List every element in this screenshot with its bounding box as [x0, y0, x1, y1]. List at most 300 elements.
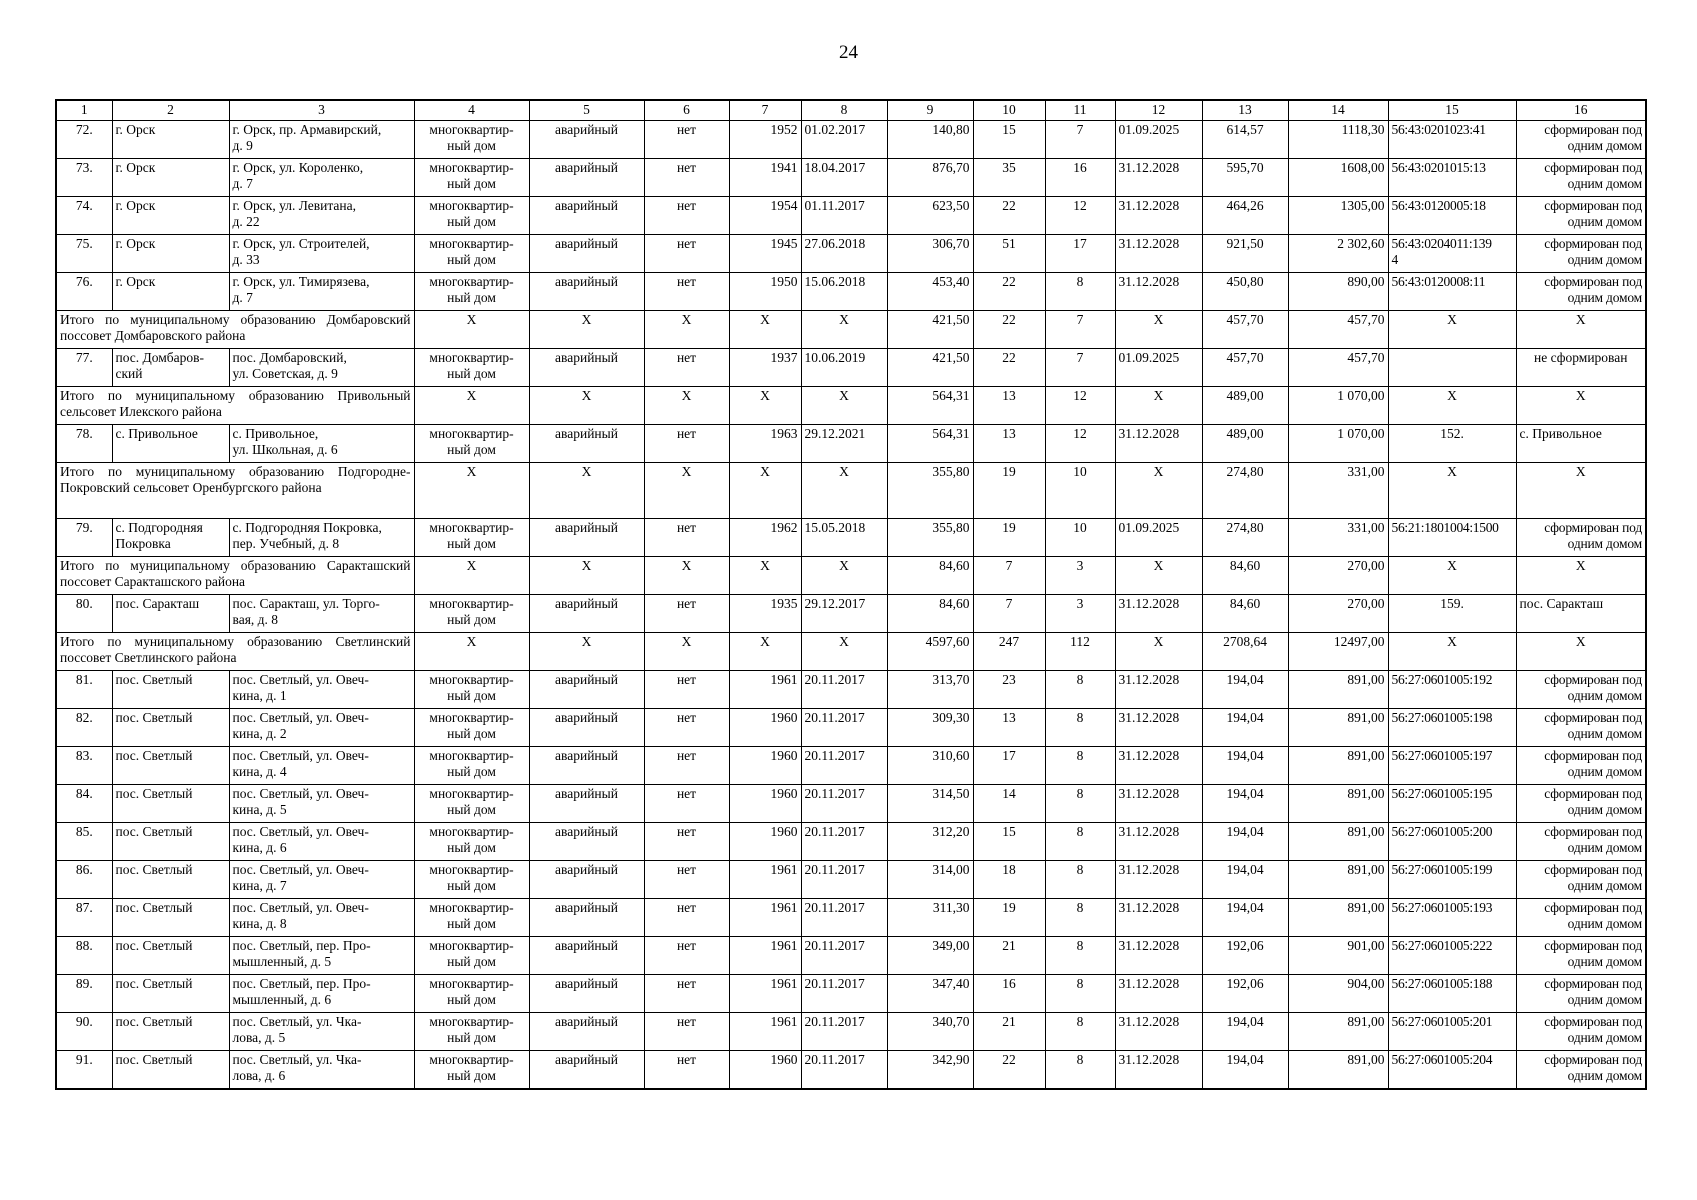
- cell-col-6: нет: [644, 823, 729, 861]
- subtotal-col-7: Х: [729, 387, 801, 425]
- cell-col-7: 1960: [729, 1051, 801, 1090]
- subtotal-col-14: 12497,00: [1288, 633, 1388, 671]
- cell-col-14: 1608,00: [1288, 159, 1388, 197]
- cell-col-10: 22: [973, 349, 1045, 387]
- cell-col-8: 10.06.2019: [801, 349, 887, 387]
- cell-col-6: нет: [644, 975, 729, 1013]
- subtotal-col-7: Х: [729, 463, 801, 519]
- table-row: [56, 519, 1646, 557]
- table-row: [56, 1051, 1646, 1090]
- cell-col-5: аварийный: [529, 1013, 644, 1051]
- cell-col-14: 1 070,00: [1288, 425, 1388, 463]
- subtotal-row: [56, 633, 1646, 671]
- cell-col-5: аварийный: [529, 349, 644, 387]
- subtotal-col-7: Х: [729, 633, 801, 671]
- cell-col-14: 901,00: [1288, 937, 1388, 975]
- cell-col-16: сформирован под одним домом: [1516, 1013, 1646, 1051]
- subtotal-col-10: 22: [973, 311, 1045, 349]
- table-row: [56, 1013, 1646, 1051]
- cell-col-4: многоквартир- ный дом: [414, 235, 529, 273]
- cell-col-8: 20.11.2017: [801, 1013, 887, 1051]
- subtotal-col-6: Х: [644, 387, 729, 425]
- cell-col-4: многоквартир- ный дом: [414, 709, 529, 747]
- cell-col-12: 01.09.2025: [1115, 349, 1202, 387]
- cell-col-2: г. Орск: [112, 273, 229, 311]
- cell-col-7: 1963: [729, 425, 801, 463]
- cell-col-15: 56:27:0601005:199: [1388, 861, 1516, 899]
- cell-col-2: пос. Саракташ: [112, 595, 229, 633]
- subtotal-col-10: 19: [973, 463, 1045, 519]
- subtotal-col-9: 4597,60: [887, 633, 973, 671]
- cell-col-5: аварийный: [529, 595, 644, 633]
- cell-col-7: 1960: [729, 747, 801, 785]
- subtotal-col-4: Х: [414, 633, 529, 671]
- cell-col-10: 17: [973, 747, 1045, 785]
- cell-col-9: 310,60: [887, 747, 973, 785]
- cell-col-1: 83.: [56, 747, 112, 785]
- subtotal-col-11: 10: [1045, 463, 1115, 519]
- subtotal-col-5: Х: [529, 633, 644, 671]
- cell-col-3: г. Орск, ул. Левитана, д. 22: [229, 197, 414, 235]
- cell-col-1: 73.: [56, 159, 112, 197]
- cell-col-1: 88.: [56, 937, 112, 975]
- cell-col-13: 614,57: [1202, 121, 1288, 159]
- cell-col-13: 595,70: [1202, 159, 1288, 197]
- subtotal-col-12: Х: [1115, 557, 1202, 595]
- cell-col-9: 421,50: [887, 349, 973, 387]
- cell-col-12: 31.12.2028: [1115, 709, 1202, 747]
- subtotal-col-12: Х: [1115, 387, 1202, 425]
- subtotal-col-12: Х: [1115, 311, 1202, 349]
- column-number-15: 15: [1388, 100, 1516, 121]
- cell-col-13: 194,04: [1202, 899, 1288, 937]
- cell-col-8: 20.11.2017: [801, 785, 887, 823]
- subtotal-col-6: Х: [644, 557, 729, 595]
- cell-col-4: многоквартир- ный дом: [414, 519, 529, 557]
- cell-col-11: 8: [1045, 747, 1115, 785]
- subtotal-col-9: 355,80: [887, 463, 973, 519]
- cell-col-15: [1388, 349, 1516, 387]
- cell-col-2: пос. Светлый: [112, 709, 229, 747]
- cell-col-9: 342,90: [887, 1051, 973, 1090]
- cell-col-14: 891,00: [1288, 899, 1388, 937]
- cell-col-3: пос. Домбаровский, ул. Советская, д. 9: [229, 349, 414, 387]
- housing-registry-table: [55, 99, 1647, 1090]
- cell-col-5: аварийный: [529, 425, 644, 463]
- cell-col-12: 01.09.2025: [1115, 519, 1202, 557]
- cell-col-5: аварийный: [529, 823, 644, 861]
- cell-col-4: многоквартир- ный дом: [414, 197, 529, 235]
- cell-col-8: 29.12.2021: [801, 425, 887, 463]
- cell-col-11: 7: [1045, 121, 1115, 159]
- subtotal-row: [56, 463, 1646, 519]
- cell-col-14: 891,00: [1288, 823, 1388, 861]
- cell-col-4: многоквартир- ный дом: [414, 861, 529, 899]
- cell-col-8: 20.11.2017: [801, 671, 887, 709]
- cell-col-4: многоквартир- ный дом: [414, 937, 529, 975]
- cell-col-8: 01.11.2017: [801, 197, 887, 235]
- cell-col-5: аварийный: [529, 121, 644, 159]
- cell-col-15: 56:27:0601005:204: [1388, 1051, 1516, 1090]
- cell-col-4: многоквартир- ный дом: [414, 1013, 529, 1051]
- cell-col-8: 20.11.2017: [801, 861, 887, 899]
- cell-col-10: 13: [973, 709, 1045, 747]
- cell-col-3: г. Орск, ул. Короленко, д. 7: [229, 159, 414, 197]
- table-row: [56, 975, 1646, 1013]
- cell-col-5: аварийный: [529, 709, 644, 747]
- column-number-1: 1: [56, 100, 112, 121]
- cell-col-11: 8: [1045, 899, 1115, 937]
- cell-col-9: 453,40: [887, 273, 973, 311]
- subtotal-col-5: Х: [529, 557, 644, 595]
- cell-col-16: сформирован под одним домом: [1516, 519, 1646, 557]
- cell-col-1: 80.: [56, 595, 112, 633]
- cell-col-10: 22: [973, 273, 1045, 311]
- cell-col-5: аварийный: [529, 861, 644, 899]
- cell-col-7: 1962: [729, 519, 801, 557]
- cell-col-9: 312,20: [887, 823, 973, 861]
- cell-col-3: пос. Светлый, ул. Овеч- кина, д. 4: [229, 747, 414, 785]
- cell-col-2: с. Подгородняя Покровка: [112, 519, 229, 557]
- subtotal-col-4: Х: [414, 311, 529, 349]
- subtotal-col-6: Х: [644, 311, 729, 349]
- cell-col-9: 876,70: [887, 159, 973, 197]
- cell-col-11: 8: [1045, 937, 1115, 975]
- subtotal-col-10: 13: [973, 387, 1045, 425]
- cell-col-12: 31.12.2028: [1115, 595, 1202, 633]
- cell-col-15: 152.: [1388, 425, 1516, 463]
- cell-col-1: 89.: [56, 975, 112, 1013]
- cell-col-16: сформирован под одним домом: [1516, 937, 1646, 975]
- cell-col-15: 56:27:0601005:200: [1388, 823, 1516, 861]
- cell-col-5: аварийный: [529, 975, 644, 1013]
- column-number-8: 8: [801, 100, 887, 121]
- subtotal-col-13: 274,80: [1202, 463, 1288, 519]
- subtotal-col-11: 12: [1045, 387, 1115, 425]
- subtotal-col-15: Х: [1388, 387, 1516, 425]
- cell-col-12: 31.12.2028: [1115, 785, 1202, 823]
- cell-col-7: 1941: [729, 159, 801, 197]
- subtotal-col-15: Х: [1388, 633, 1516, 671]
- cell-col-14: 890,00: [1288, 273, 1388, 311]
- subtotal-col-16: Х: [1516, 387, 1646, 425]
- cell-col-10: 22: [973, 197, 1045, 235]
- cell-col-3: пос. Саракташ, ул. Торго- вая, д. 8: [229, 595, 414, 633]
- cell-col-8: 20.11.2017: [801, 975, 887, 1013]
- cell-col-7: 1961: [729, 1013, 801, 1051]
- cell-col-7: 1960: [729, 823, 801, 861]
- subtotal-col-5: Х: [529, 463, 644, 519]
- subtotal-col-16: Х: [1516, 557, 1646, 595]
- subtotal-col-16: Х: [1516, 633, 1646, 671]
- cell-col-2: пос. Светлый: [112, 937, 229, 975]
- cell-col-11: 3: [1045, 595, 1115, 633]
- cell-col-15: 56:43:0201023:41: [1388, 121, 1516, 159]
- cell-col-4: многоквартир- ный дом: [414, 747, 529, 785]
- cell-col-16: сформирован под одним домом: [1516, 785, 1646, 823]
- cell-col-11: 8: [1045, 1051, 1115, 1090]
- cell-col-16: сформирован под одним домом: [1516, 1051, 1646, 1090]
- cell-col-14: 1305,00: [1288, 197, 1388, 235]
- cell-col-1: 84.: [56, 785, 112, 823]
- cell-col-11: 12: [1045, 197, 1115, 235]
- cell-col-13: 194,04: [1202, 671, 1288, 709]
- subtotal-label: Итого по муниципальному образованию Домбаровский поссовет Домбаровского района: [56, 311, 414, 349]
- cell-col-4: многоквартир- ный дом: [414, 159, 529, 197]
- cell-col-12: 31.12.2028: [1115, 159, 1202, 197]
- column-number-2: 2: [112, 100, 229, 121]
- cell-col-2: пос. Светлый: [112, 785, 229, 823]
- table-row: [56, 595, 1646, 633]
- cell-col-13: 192,06: [1202, 975, 1288, 1013]
- cell-col-15: 159.: [1388, 595, 1516, 633]
- cell-col-2: г. Орск: [112, 159, 229, 197]
- cell-col-9: 84,60: [887, 595, 973, 633]
- cell-col-14: 270,00: [1288, 595, 1388, 633]
- cell-col-2: пос. Светлый: [112, 823, 229, 861]
- subtotal-col-12: Х: [1115, 633, 1202, 671]
- cell-col-6: нет: [644, 747, 729, 785]
- cell-col-11: 16: [1045, 159, 1115, 197]
- cell-col-1: 77.: [56, 349, 112, 387]
- cell-col-10: 18: [973, 861, 1045, 899]
- cell-col-2: пос. Светлый: [112, 747, 229, 785]
- column-number-row: [56, 100, 1646, 121]
- cell-col-5: аварийный: [529, 899, 644, 937]
- cell-col-12: 31.12.2028: [1115, 1051, 1202, 1090]
- cell-col-13: 194,04: [1202, 861, 1288, 899]
- cell-col-12: 31.12.2028: [1115, 823, 1202, 861]
- cell-col-1: 91.: [56, 1051, 112, 1090]
- cell-col-16: сформирован под одним домом: [1516, 121, 1646, 159]
- cell-col-6: нет: [644, 785, 729, 823]
- subtotal-col-15: Х: [1388, 557, 1516, 595]
- cell-col-9: 140,80: [887, 121, 973, 159]
- cell-col-6: нет: [644, 709, 729, 747]
- cell-col-13: 192,06: [1202, 937, 1288, 975]
- cell-col-3: пос. Светлый, ул. Овеч- кина, д. 8: [229, 899, 414, 937]
- table-row: [56, 785, 1646, 823]
- cell-col-16: сформирован под одним домом: [1516, 197, 1646, 235]
- cell-col-10: 23: [973, 671, 1045, 709]
- cell-col-15: 56:27:0601005:188: [1388, 975, 1516, 1013]
- cell-col-10: 7: [973, 595, 1045, 633]
- cell-col-4: многоквартир- ный дом: [414, 595, 529, 633]
- cell-col-4: многоквартир- ный дом: [414, 349, 529, 387]
- cell-col-15: 56:43:0201015:13: [1388, 159, 1516, 197]
- cell-col-16: пос. Саракташ: [1516, 595, 1646, 633]
- cell-col-13: 489,00: [1202, 425, 1288, 463]
- cell-col-12: 31.12.2028: [1115, 273, 1202, 311]
- cell-col-3: пос. Светлый, пер. Про- мышленный, д. 5: [229, 937, 414, 975]
- subtotal-label: Итого по муниципальному образованию Подгородне-Покровский сельсовет Оренбургского района: [56, 463, 414, 519]
- cell-col-8: 01.02.2017: [801, 121, 887, 159]
- subtotal-row: [56, 557, 1646, 595]
- cell-col-2: г. Орск: [112, 235, 229, 273]
- cell-col-9: 347,40: [887, 975, 973, 1013]
- cell-col-12: 31.12.2028: [1115, 235, 1202, 273]
- cell-col-13: 194,04: [1202, 823, 1288, 861]
- subtotal-col-13: 2708,64: [1202, 633, 1288, 671]
- cell-col-8: 20.11.2017: [801, 709, 887, 747]
- cell-col-6: нет: [644, 159, 729, 197]
- cell-col-13: 921,50: [1202, 235, 1288, 273]
- subtotal-col-8: Х: [801, 633, 887, 671]
- table-row: [56, 197, 1646, 235]
- cell-col-7: 1961: [729, 861, 801, 899]
- cell-col-8: 20.11.2017: [801, 747, 887, 785]
- cell-col-6: нет: [644, 235, 729, 273]
- cell-col-1: 74.: [56, 197, 112, 235]
- cell-col-2: г. Орск: [112, 197, 229, 235]
- subtotal-col-8: Х: [801, 387, 887, 425]
- cell-col-8: 20.11.2017: [801, 823, 887, 861]
- cell-col-11: 8: [1045, 785, 1115, 823]
- column-number-12: 12: [1115, 100, 1202, 121]
- cell-col-1: 76.: [56, 273, 112, 311]
- cell-col-14: 891,00: [1288, 1013, 1388, 1051]
- cell-col-10: 15: [973, 121, 1045, 159]
- subtotal-col-15: Х: [1388, 311, 1516, 349]
- subtotal-col-16: Х: [1516, 311, 1646, 349]
- cell-col-9: 340,70: [887, 1013, 973, 1051]
- cell-col-7: 1937: [729, 349, 801, 387]
- cell-col-3: пос. Светлый, ул. Овеч- кина, д. 5: [229, 785, 414, 823]
- cell-col-4: многоквартир- ный дом: [414, 785, 529, 823]
- cell-col-15: 56:27:0601005:222: [1388, 937, 1516, 975]
- cell-col-7: 1935: [729, 595, 801, 633]
- cell-col-9: 313,70: [887, 671, 973, 709]
- cell-col-10: 19: [973, 519, 1045, 557]
- table-row: [56, 747, 1646, 785]
- cell-col-16: не сформирован: [1516, 349, 1646, 387]
- cell-col-1: 72.: [56, 121, 112, 159]
- cell-col-5: аварийный: [529, 747, 644, 785]
- cell-col-14: 457,70: [1288, 349, 1388, 387]
- cell-col-11: 8: [1045, 861, 1115, 899]
- cell-col-15: 56:27:0601005:192: [1388, 671, 1516, 709]
- cell-col-15: 56:43:0120008:11: [1388, 273, 1516, 311]
- cell-col-11: 12: [1045, 425, 1115, 463]
- cell-col-13: 194,04: [1202, 709, 1288, 747]
- cell-col-2: пос. Светлый: [112, 671, 229, 709]
- cell-col-8: 20.11.2017: [801, 937, 887, 975]
- cell-col-9: 306,70: [887, 235, 973, 273]
- cell-col-4: многоквартир- ный дом: [414, 823, 529, 861]
- cell-col-16: с. Привольное: [1516, 425, 1646, 463]
- subtotal-col-13: 457,70: [1202, 311, 1288, 349]
- cell-col-3: пос. Светлый, ул. Овеч- кина, д. 7: [229, 861, 414, 899]
- subtotal-col-7: Х: [729, 311, 801, 349]
- cell-col-10: 16: [973, 975, 1045, 1013]
- subtotal-label: Итого по муниципальному образованию Привольный сельсовет Илекского района: [56, 387, 414, 425]
- cell-col-11: 7: [1045, 349, 1115, 387]
- cell-col-15: 56:21:1801004:1500: [1388, 519, 1516, 557]
- cell-col-15: 56:27:0601005:197: [1388, 747, 1516, 785]
- page-number: 24: [839, 42, 858, 63]
- cell-col-12: 31.12.2028: [1115, 671, 1202, 709]
- subtotal-col-15: Х: [1388, 463, 1516, 519]
- column-number-10: 10: [973, 100, 1045, 121]
- cell-col-16: сформирован под одним домом: [1516, 671, 1646, 709]
- cell-col-12: 31.12.2028: [1115, 899, 1202, 937]
- cell-col-4: многоквартир- ный дом: [414, 899, 529, 937]
- cell-col-5: аварийный: [529, 273, 644, 311]
- cell-col-8: 20.11.2017: [801, 899, 887, 937]
- cell-col-1: 78.: [56, 425, 112, 463]
- cell-col-5: аварийный: [529, 671, 644, 709]
- cell-col-15: 56:27:0601005:201: [1388, 1013, 1516, 1051]
- cell-col-3: г. Орск, ул. Тимирязева, д. 7: [229, 273, 414, 311]
- cell-col-14: 904,00: [1288, 975, 1388, 1013]
- cell-col-13: 464,26: [1202, 197, 1288, 235]
- cell-col-1: 87.: [56, 899, 112, 937]
- subtotal-col-10: 7: [973, 557, 1045, 595]
- cell-col-5: аварийный: [529, 159, 644, 197]
- table-row: [56, 159, 1646, 197]
- cell-col-15: 56:27:0601005:198: [1388, 709, 1516, 747]
- cell-col-13: 84,60: [1202, 595, 1288, 633]
- cell-col-11: 17: [1045, 235, 1115, 273]
- column-number-16: 16: [1516, 100, 1646, 121]
- cell-col-5: аварийный: [529, 937, 644, 975]
- cell-col-12: 01.09.2025: [1115, 121, 1202, 159]
- cell-col-6: нет: [644, 349, 729, 387]
- subtotal-col-7: Х: [729, 557, 801, 595]
- cell-col-9: 309,30: [887, 709, 973, 747]
- table-row: [56, 823, 1646, 861]
- cell-col-6: нет: [644, 197, 729, 235]
- subtotal-col-14: 1 070,00: [1288, 387, 1388, 425]
- table-row: [56, 425, 1646, 463]
- cell-col-7: 1961: [729, 975, 801, 1013]
- subtotal-col-9: 421,50: [887, 311, 973, 349]
- subtotal-col-11: 112: [1045, 633, 1115, 671]
- cell-col-6: нет: [644, 425, 729, 463]
- cell-col-15: 56:43:0204011:139 4: [1388, 235, 1516, 273]
- cell-col-10: 13: [973, 425, 1045, 463]
- cell-col-2: с. Привольное: [112, 425, 229, 463]
- table-row: [56, 937, 1646, 975]
- subtotal-label: Итого по муниципальному образованию Светлинский поссовет Светлинского района: [56, 633, 414, 671]
- table-row: [56, 899, 1646, 937]
- cell-col-7: 1960: [729, 785, 801, 823]
- cell-col-3: г. Орск, ул. Строителей, д. 33: [229, 235, 414, 273]
- cell-col-14: 891,00: [1288, 671, 1388, 709]
- table-row: [56, 709, 1646, 747]
- cell-col-3: с. Подгородняя Покровка, пер. Учебный, д. 8: [229, 519, 414, 557]
- cell-col-13: 194,04: [1202, 747, 1288, 785]
- cell-col-3: пос. Светлый, ул. Чка- лова, д. 5: [229, 1013, 414, 1051]
- cell-col-11: 8: [1045, 273, 1115, 311]
- cell-col-2: пос. Светлый: [112, 1013, 229, 1051]
- cell-col-6: нет: [644, 671, 729, 709]
- subtotal-col-11: 7: [1045, 311, 1115, 349]
- column-number-9: 9: [887, 100, 973, 121]
- cell-col-16: сформирован под одним домом: [1516, 747, 1646, 785]
- cell-col-6: нет: [644, 1051, 729, 1090]
- cell-col-12: 31.12.2028: [1115, 425, 1202, 463]
- cell-col-4: многоквартир- ный дом: [414, 975, 529, 1013]
- cell-col-3: пос. Светлый, ул. Чка- лова, д. 6: [229, 1051, 414, 1090]
- cell-col-7: 1945: [729, 235, 801, 273]
- cell-col-16: сформирован под одним домом: [1516, 235, 1646, 273]
- cell-col-8: 15.05.2018: [801, 519, 887, 557]
- subtotal-col-6: Х: [644, 633, 729, 671]
- cell-col-1: 75.: [56, 235, 112, 273]
- subtotal-label: Итого по муниципальному образованию Саракташский поссовет Саракташского района: [56, 557, 414, 595]
- subtotal-col-12: Х: [1115, 463, 1202, 519]
